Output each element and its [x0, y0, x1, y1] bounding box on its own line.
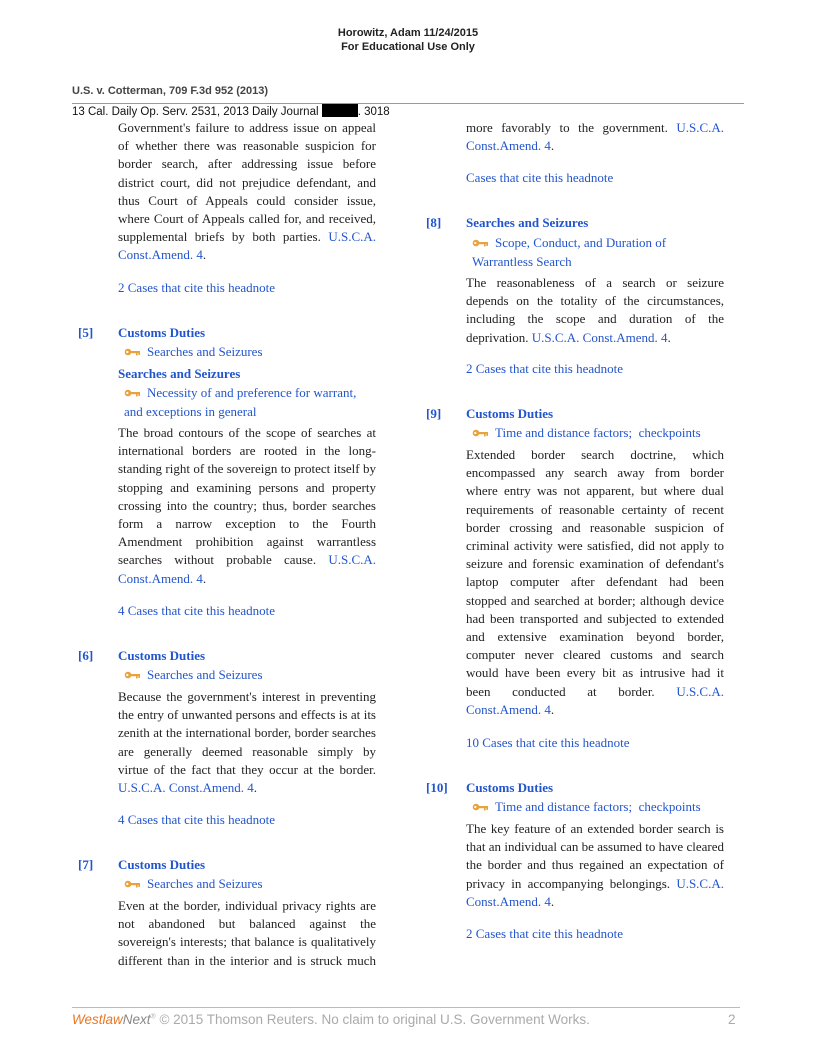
citation-after: . 3018 [357, 106, 390, 118]
cases-citing-link[interactable]: 2 Cases that cite this headnote [466, 926, 624, 941]
headnote-text: The key feature of an extended border search is that an individual can be assumed to have cleared the border and thus regained an expectation of privacy in accompanying belongings. U.S.C.A. Const.Amend. 4. [466, 821, 724, 909]
key-number-subtopic[interactable]: Searches and Seizures [118, 874, 376, 893]
headnote-number[interactable]: [7] [78, 857, 94, 872]
const-amend-link[interactable]: U.S.C.A. Const.Amend. 4 [466, 875, 724, 909]
headnote-8-text-block [466, 274, 724, 347]
key-icon [124, 347, 141, 357]
cases-citing-link[interactable]: 4 Cases that cite this headnote [118, 812, 276, 827]
headnote-4-continuation [118, 119, 376, 265]
headnote-7-text-block [118, 897, 376, 970]
key-icon [124, 388, 141, 398]
case-title: U.S. v. Cotterman, 709 F.3d 952 (2013) [72, 85, 269, 97]
topic-heading[interactable]: Searches and Seizures [118, 366, 241, 381]
const-amend-link[interactable]: U.S.C.A. Const.Amend. 4 [466, 683, 724, 717]
cases-citing-link[interactable]: 4 Cases that cite this headnote [118, 603, 276, 618]
topic-heading[interactable]: Customs Duties [118, 325, 206, 340]
parallel-citation [72, 104, 390, 120]
headnote-number[interactable]: [8] [426, 215, 442, 230]
key-icon [124, 879, 141, 889]
topic-heading[interactable]: Customs Duties [466, 780, 554, 795]
headnote-text: Extended border search doctrine, which encompassed any search away from border where entry was not apparent, but where dual requirements of reasonable certainty of recent border crossing and reasonable suspicion of criminal activity were satisfied, did not apply to seizure and forensic examination of defendant's laptop computer after defendant had been stopped and searched at border; although device had been transported and subjected to extended and extensive examination beyond border, computer never cleared customs and search would have been every bit as intrusive had it been conducted at border. U.S.C.A. Const.Amend. 4. [466, 447, 724, 717]
westlaw-next-logo: Next [122, 1012, 151, 1027]
key-icon [472, 238, 489, 248]
headnote-10-text-block [466, 820, 724, 911]
const-amend-link[interactable]: U.S.C.A. Const.Amend. 4 [466, 120, 725, 154]
headnote-text: The broad contours of the scope of searches at international borders are rooted in the long-standing right of the sovereign to protect itself by stopping and examining persons and property crossing into the country; thus, border searches form a narrow exception to the Fourth Amendment prohibition against warrantless searches without probable cause. U.S.C.A. Const.Amend. 4. [118, 425, 377, 586]
header-educational-use: For Educational Use Only [341, 41, 475, 53]
key-number-subtopic[interactable]: Scope, Conduct, and Duration of Warrantless Search [472, 235, 667, 269]
cases-citing-link[interactable]: 2 Cases that cite this headnote [118, 280, 276, 295]
const-amend-link[interactable]: U.S.C.A. Const.Amend. 4 [531, 329, 668, 345]
footer-divider [72, 1007, 740, 1008]
headnote-text: more favorably to the government. U.S.C.A. Const.Amend. 4. [466, 120, 725, 154]
headnote-5-text-block [118, 424, 376, 588]
headnote-number[interactable]: [5] [78, 325, 94, 340]
page-number: 2 [728, 1012, 736, 1027]
topic-heading[interactable]: Searches and Seizures [466, 215, 589, 230]
key-number-subtopic[interactable]: Searches and Seizures [118, 342, 376, 361]
key-icon [472, 802, 489, 812]
key-number-subtopic[interactable]: Time and distance factors; checkpoints [466, 423, 724, 442]
cases-citing-link[interactable]: Cases that cite this headnote [466, 170, 614, 185]
headnote-number[interactable]: [6] [78, 648, 94, 663]
footer-copyright: WestlawNext® © 2015 Thomson Reuters. No claim to original U.S. Government Works. [72, 1012, 590, 1027]
topic-heading[interactable]: Customs Duties [466, 406, 554, 421]
headnote-number[interactable]: [9] [426, 406, 442, 421]
key-number-subtopic[interactable]: Necessity of and preference for warrant, and exceptions in general [124, 385, 357, 419]
key-number-subtopic[interactable]: Time and distance factors; checkpoints [466, 797, 724, 816]
headnote-7-continuation [466, 119, 724, 155]
key-icon [124, 670, 141, 680]
topic-heading[interactable]: Customs Duties [118, 648, 206, 663]
headnote-9-text-block [466, 446, 724, 719]
headnote-text: Government's failure to address issue on appeal of whether there was reasonable suspicion for border search, after addressing issue before district court, did not prejudice defendant, and thus Court of Appeals could consider issue, where Court of Appeals called for, and received, supplemental briefs by both parties. U.S.C.A. Const.Amend. 4. [118, 120, 377, 263]
cases-citing-link[interactable]: 2 Cases that cite this headnote [466, 361, 624, 376]
const-amend-link[interactable]: U.S.C.A. Const.Amend. 4 [118, 552, 377, 586]
redaction-box [322, 104, 358, 117]
headnote-text: Because the government's interest in preventing the entry of unwanted persons and effects is at its zenith at the international border, border searches are generally deemed reasonable simply by virtue of the fact that they occur at the border. U.S.C.A. Const.Amend. 4. [118, 689, 376, 796]
key-icon [472, 428, 489, 438]
const-amend-link[interactable]: U.S.C.A. Const.Amend. 4 [118, 780, 254, 796]
const-amend-link[interactable]: U.S.C.A. Const.Amend. 4 [118, 229, 377, 263]
header-user-date: Horowitz, Adam 11/24/2015 [337, 27, 479, 39]
topic-heading[interactable]: Customs Duties [118, 857, 206, 872]
headnote-number[interactable]: [10] [426, 780, 448, 795]
key-number-subtopic[interactable]: Searches and Seizures [118, 665, 376, 684]
headnote-6-text-block [118, 688, 376, 797]
headnote-text: The reasonableness of a search or seizure depends on the totality of the circumstances, including the scope and duration of the deprivation. U.S.C.A. Const.Amend. 4. [466, 275, 724, 345]
westlaw-logo: Westlaw [72, 1012, 123, 1027]
cases-citing-link[interactable]: 10 Cases that cite this headnote [466, 735, 630, 750]
citation-before: 13 Cal. Daily Op. Serv. 2531, 2013 Daily Journal [72, 106, 319, 118]
copyright-text: © 2015 Thomson Reuters. No claim to original U.S. Government Works. [159, 1012, 590, 1027]
headnote-text: Even at the border, individual privacy rights are not abandoned but balanced against the sovereign's interests; that balance is qualitatively different than in the interior and is struck much [118, 898, 376, 968]
